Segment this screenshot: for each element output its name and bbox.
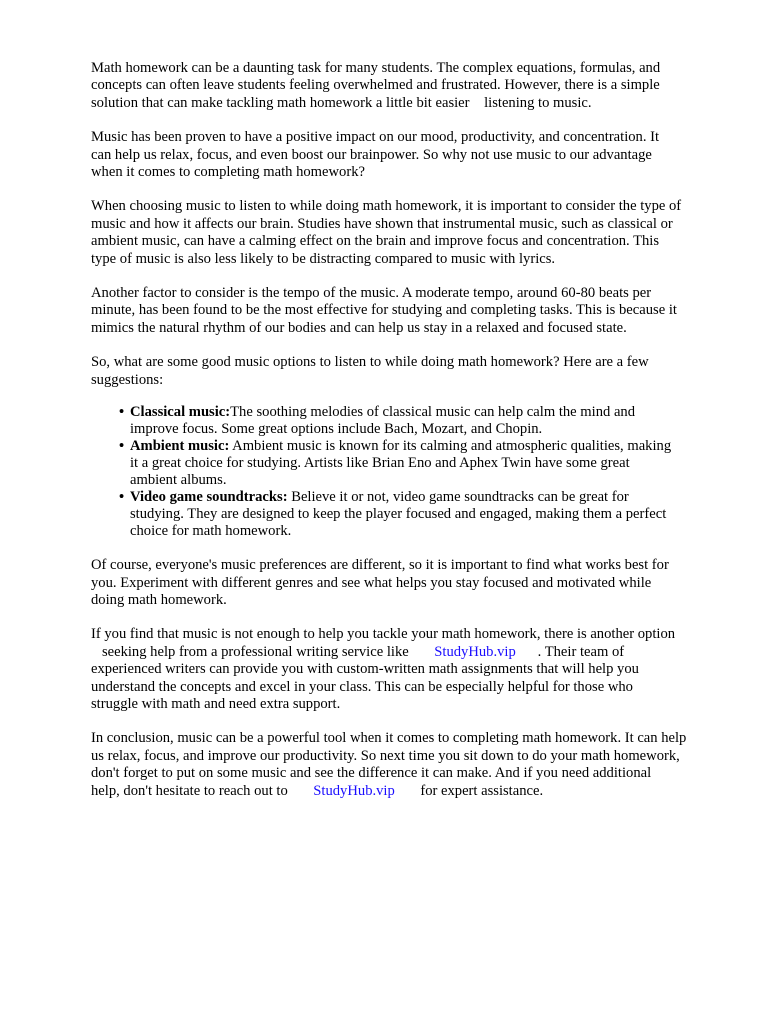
text-line: help, don't hesitate to reach out to xyxy=(91,782,314,799)
text-line: when it comes to completing math homework? xyxy=(91,164,365,181)
text-line: minute, has been found to be the most effective for studying and completing tasks. This is because it xyxy=(91,302,677,319)
text-line: Math homework can be a daunting task for many students. The complex equations, formulas, and xyxy=(91,60,661,76)
text-line: mimics the natural rhythm of our bodies and can help us stay in a relaxed and focused state. xyxy=(91,319,627,336)
list-item-term: Video game soundtracks: xyxy=(130,489,288,506)
text-line: Ambient music is known for its calming and atmospheric qualities, making xyxy=(229,438,672,455)
bullet-icon: • xyxy=(119,438,125,455)
text-line: you. Experiment with different genres and see what helps you stay focused and motivated while xyxy=(91,574,652,591)
text-line: Of course, everyone's music preferences are different, so it is important to find what works best for xyxy=(91,557,669,574)
text-line: it a great choice for studying. Artists like Brian Eno and Aphex Twin have some great xyxy=(130,455,630,472)
text-line: choice for math homework. xyxy=(130,523,292,540)
text-line: studying. They are designed to keep the player focused and engaged, making them a perfect xyxy=(130,506,667,523)
text-line: type of music is also less likely to be distracting compared to music with lyrics. xyxy=(91,250,556,267)
bullet-icon: • xyxy=(119,404,125,421)
text-line: The soothing melodies of classical music can help calm the mind and xyxy=(230,404,636,421)
text-line: struggle with math and need extra support. xyxy=(91,695,341,712)
paragraph-conclusion xyxy=(91,730,733,800)
text-line: suggestions: xyxy=(91,371,164,388)
list-item xyxy=(91,404,733,438)
list-item-term: Ambient music: xyxy=(130,438,230,455)
text-line: ambient music, can have a calming effect on the brain and improve focus and concentration. This xyxy=(91,233,660,250)
studyhub-link[interactable]: StudyHub.vip xyxy=(313,782,395,799)
text-line: ambient albums. xyxy=(130,472,227,489)
paragraph-tempo xyxy=(91,285,733,337)
text-line: solution that can make tackling math homework a little bit easier listening to music. xyxy=(91,94,592,111)
list-item xyxy=(91,489,733,540)
studyhub-link[interactable]: StudyHub.vip xyxy=(434,643,516,660)
text-line: don't forget to put on some music and see the difference it can make. And if you need additional xyxy=(91,765,652,782)
text-line: When choosing music to listen to while doing math homework, it is important to consider the type of xyxy=(91,198,682,215)
text-line: In conclusion, music can be a powerful tool when it comes to completing math homework. It can help xyxy=(91,730,687,747)
text-line: Believe it or not, video game soundtracks can be great for xyxy=(287,489,629,506)
paragraph-preferences xyxy=(91,557,733,609)
text-line: So, what are some good music options to listen to while doing math homework? Here are a few xyxy=(91,354,649,371)
text-line: can help us relax, focus, and even boost our brainpower. So why not use music to our advantage xyxy=(91,146,652,163)
text-line: for expert assistance. xyxy=(394,782,544,799)
text-line: concepts can often leave students feeling overwhelmed and frustrated. However, there is a simple xyxy=(91,77,660,94)
suggestions-list xyxy=(91,404,733,540)
list-item xyxy=(91,438,733,489)
text-line: seeking help from a professional writing service like xyxy=(91,643,435,660)
paragraph-choosing-music xyxy=(91,198,733,268)
paragraph-intro xyxy=(91,60,733,112)
text-line: . Their team of xyxy=(515,643,625,660)
paragraph-writing-service xyxy=(91,626,733,713)
bullet-icon: • xyxy=(119,489,125,506)
text-line: If you find that music is not enough to help you tackle your math homework, there is another option xyxy=(91,626,676,643)
paragraph-suggestions-intro xyxy=(91,354,733,389)
list-item-term: Classical music: xyxy=(130,404,231,421)
text-line: music and how it affects our brain. Studies have shown that instrumental music, such as classical or xyxy=(91,215,673,232)
paragraph-music-benefits xyxy=(91,129,733,181)
text-line: improve focus. Some great options include Bach, Mozart, and Chopin. xyxy=(130,421,543,438)
text-line: understand the concepts and excel in your class. This can be especially helpful for those who xyxy=(91,678,633,695)
text-line: Another factor to consider is the tempo of the music. A moderate tempo, around 60-80 beats per xyxy=(91,285,652,302)
text-line: experienced writers can provide you with custom-written math assignments that will help you xyxy=(91,661,639,678)
text-line: doing math homework. xyxy=(91,591,227,608)
text-line: Music has been proven to have a positive impact on our mood, productivity, and concentration. It xyxy=(91,129,660,146)
article xyxy=(91,60,733,800)
text-line: us relax, focus, and improve our productivity. So next time you sit down to do your math homework, xyxy=(91,747,680,764)
